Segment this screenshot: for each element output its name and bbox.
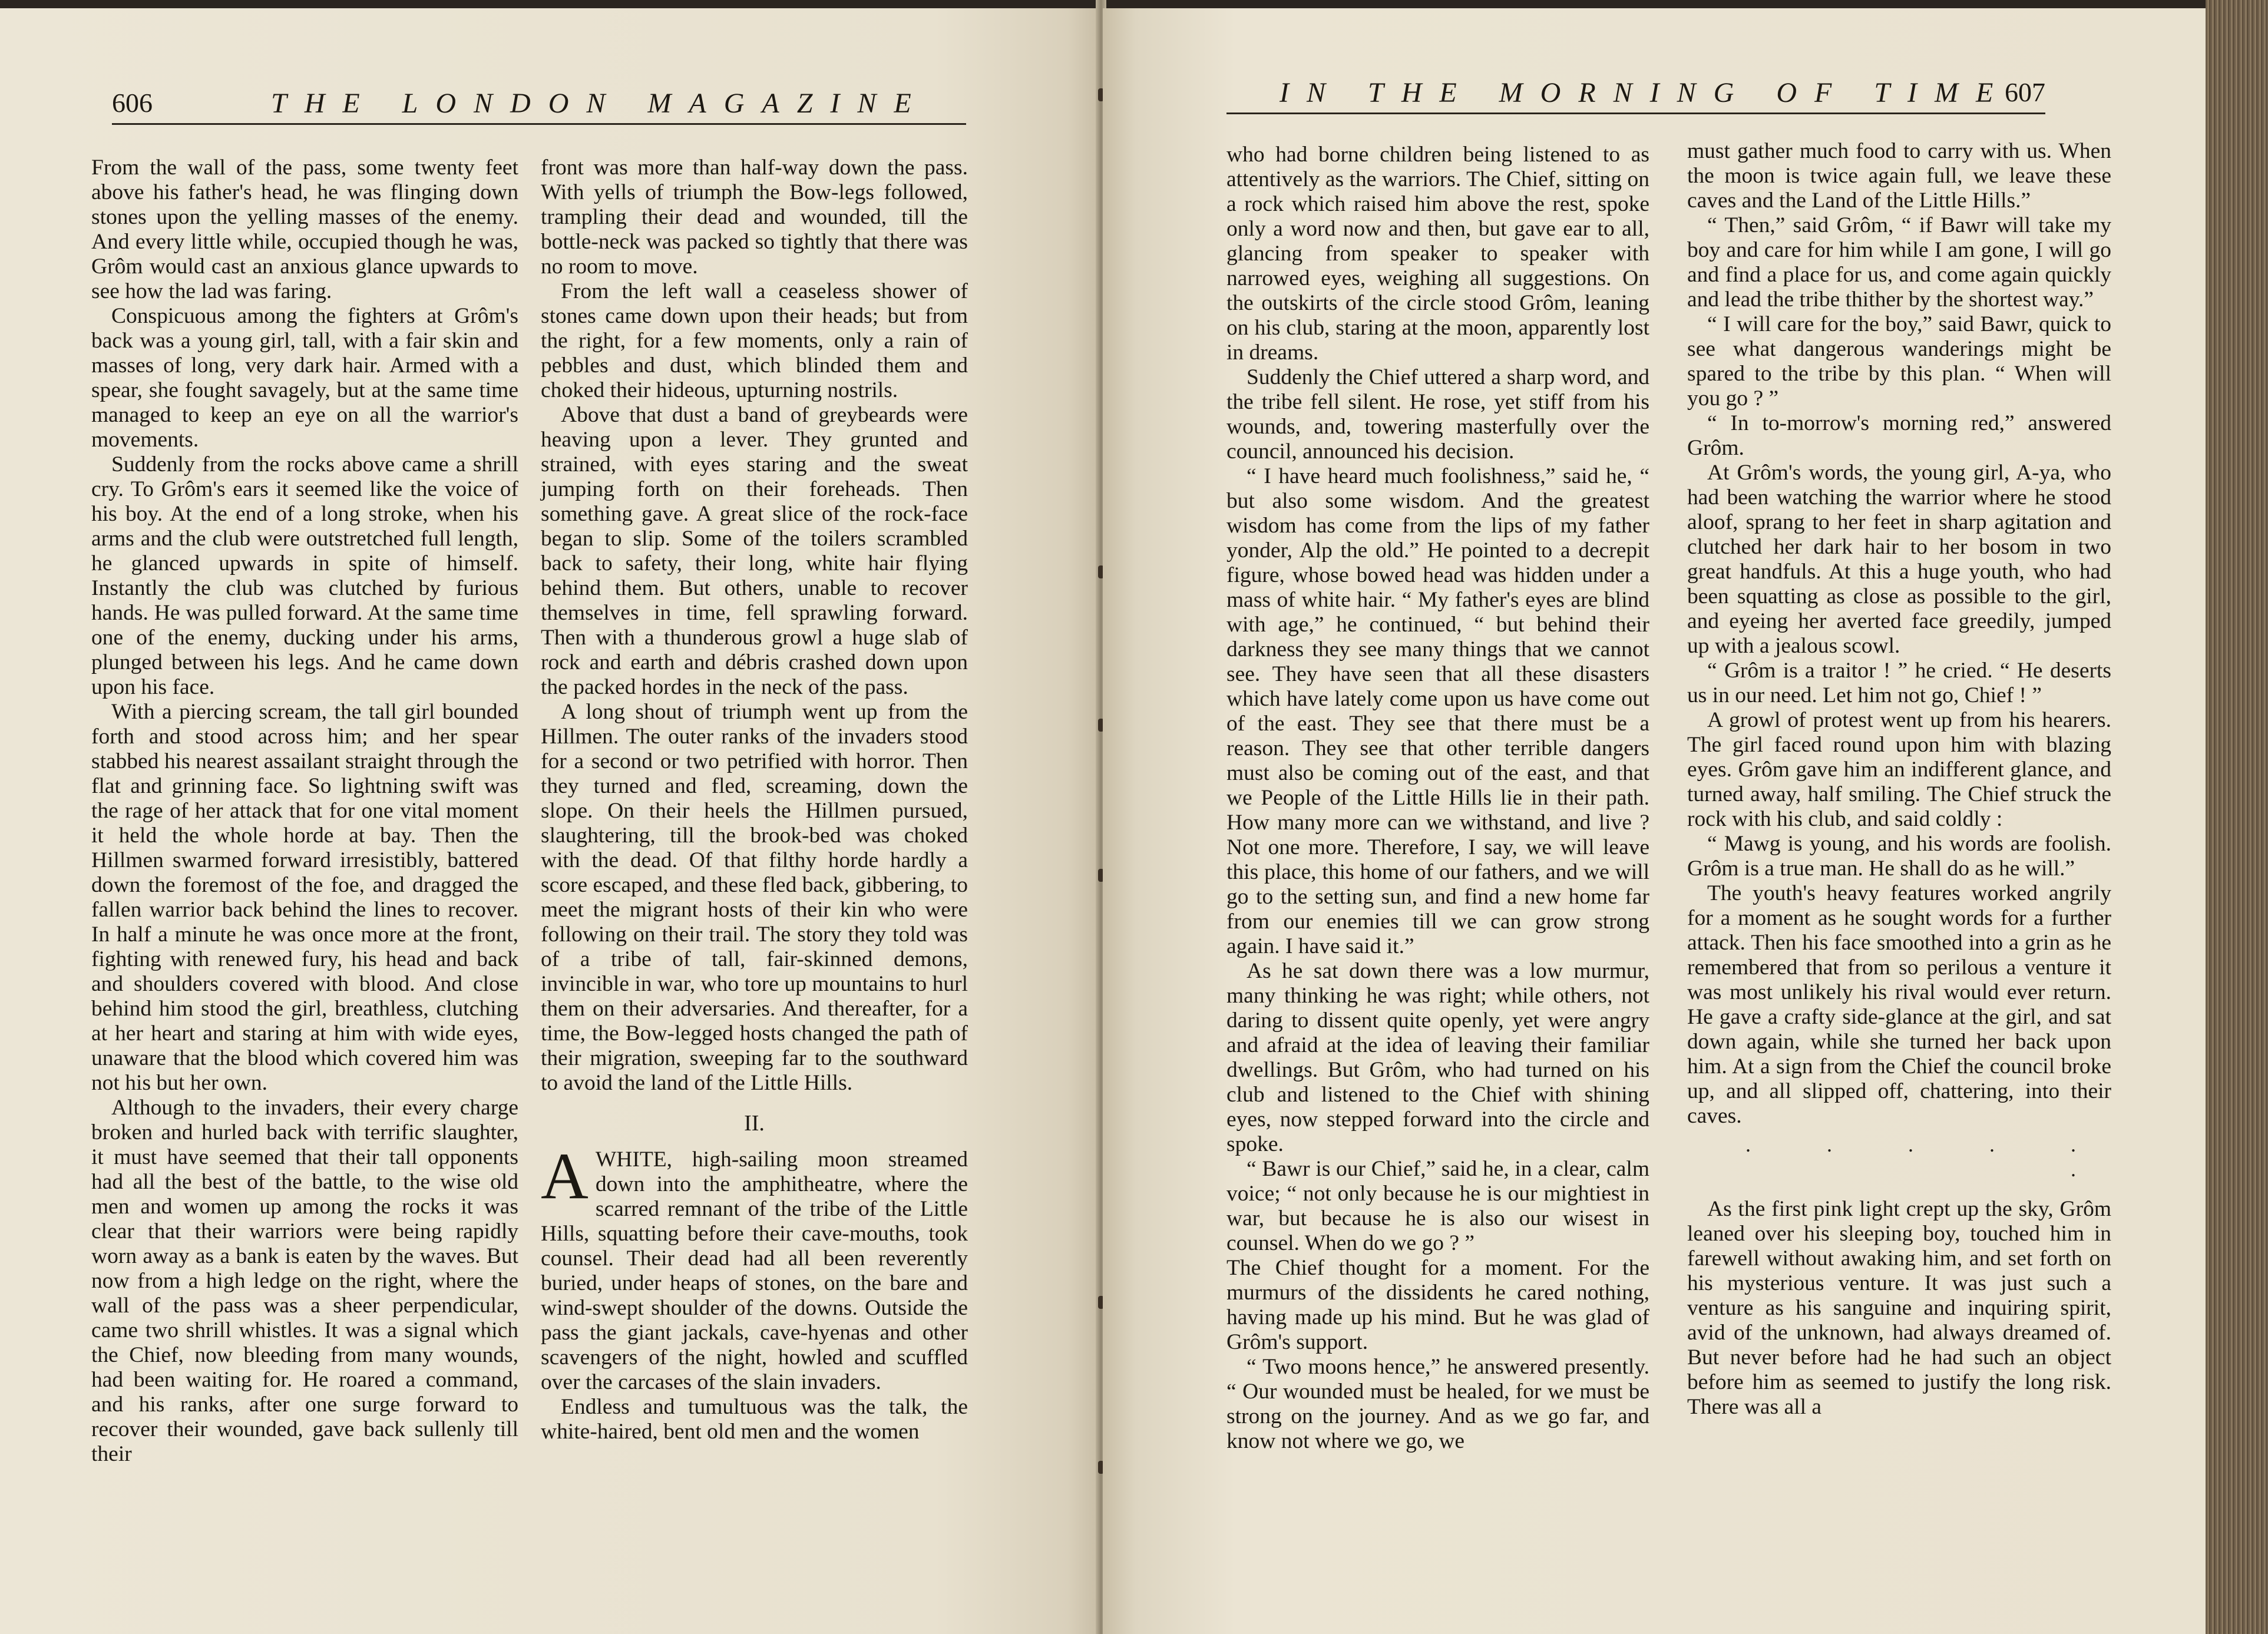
running-head: THE LONDON MAGAZINE (271, 88, 929, 119)
drop-cap: A (541, 1140, 589, 1213)
header-rule (1226, 113, 2045, 114)
paragraph: Above that dust a band of greybeards were heaving upon a lever. They grunted and strained, with eyes staring and the sweat jumping forth on their foreheads. Then something gave. A great slice of the rock-face began to slip. Some of the toilers scrambled back to safety, their long, white hair flying behind them. But others, unable to recover themselves in time, fell sprawling forward. Then with a thunderous growl a huge slab of rock and earth and débris crashed down upon the packed hordes in the neck of the pass. (541, 403, 968, 699)
paragraph: “ Two moons hence,” he answered presently. “ Our wounded must be healed, for we must be strong on the journey. And as we go far, and know not where we go, we (1226, 1355, 1649, 1453)
right-page (1103, 8, 2206, 1634)
paragraph: A growl of protest went up from his hearers. The girl faced round upon him with blazing eyes. Grôm gave him an indifferent glance, and turned away, half smiling. The Chief struck the rock with his club, and said coldly : (1687, 708, 2111, 831)
paragraph: “ Mawg is young, and his words are foolish. Grôm is a true man. He shall do as he will.” (1687, 832, 2111, 881)
right-page-header (1226, 73, 2045, 114)
left-column-1 (91, 156, 518, 1467)
paragraph: Suddenly the Chief uttered a sharp word, and the tribe fell silent. He rose, yet stiff from his wounds, and, towering masterfully over the council, announced his decision. (1226, 365, 1649, 464)
paragraph: “ Bawr is our Chief,” said he, in a clear, calm voice; “ not only because he is our mightiest in war, but because he is also our wisest in counsel. When do we go ? ” (1226, 1157, 1649, 1255)
paragraph: A long shout of triumph went up from the Hillmen. The outer ranks of the invaders stood for a second or two petrified with horror. Then they turned and fled, screaming, down the slope. On their heels the Hillmen pursued, slaughtering, till the brook-bed was choked with the dead. Of that filthy horde hardly a score escaped, and these fled back, gibbering, to meet the migrant hosts of their kin who were following on their trail. The story they told was of a tribe of tall, fair-skinned demons, invincible in war, who tore up mountains to hurl them on their adversaries. And thereafter, for a time, the Bow-legged hosts changed the path of their migration, sweeping far to the southward to avoid the land of the Little Hills. (541, 700, 968, 1095)
paragraph: The youth's heavy features worked angrily for a moment as he sought words for a further attack. Then his face smoothed into a grin as he remembered that from so perilous a venture it was most unlikely his rival would ever return. He gave a crafty side-glance at the girl, and sat down again, while she turned her back upon him. At a sign from the Chief the council broke up, and all slipped off, chattering, into their caves. (1687, 881, 2111, 1128)
paragraph: Suddenly from the rocks above came a shrill cry. To Grôm's ears it seemed like the voice of his boy. At the end of a long stroke, when his arms and the club were outstretched full length, he glanced upwards in spite of himself. Instantly the club was clutched by furious hands. He was pulled forward. At the same time one of the enemy, ducking under his arms, plunged between his legs. And he came down upon his face. (91, 452, 518, 699)
paragraph: “ Grôm is a traitor ! ” he cried. “ He deserts us in our need. Let him not go, Chief ! ” (1687, 659, 2111, 707)
left-page-header (112, 84, 966, 125)
right-column-1 (1226, 143, 1649, 1454)
paragraph: At Grôm's words, the young girl, A-ya, who had been watching the warrior where he stood aloof, sprang to her feet in sharp agitation and clutched her dark hair to her bosom in two great handfuls. At this a huge youth, who had been squatting as close as possible to the girl, and eyeing her averted face greedily, jumped up with a jealous scowl. (1687, 461, 2111, 658)
book-page-edges (2206, 0, 2268, 1634)
page-number: 606 (112, 88, 153, 118)
paragraph: “ Then,” said Grôm, “ if Bawr will take my boy and care for him while I am gone, I will go and find a place for us, and come again quickly and lead the tribe thither by the shortest way.” (1687, 213, 2111, 312)
paragraph: “ In to-morrow's morning red,” answered Grôm. (1687, 411, 2111, 460)
paragraph: With a piercing scream, the tall girl bounded forth and stood across him; and her spear stabbed his nearest assailant straight through the flat and grinning face. So lightning swift was the rage of her attack that for one vital moment it held the whole horde at bay. Then the Hillmen swarmed forward irresistibly, battered down the foremost of the foe, and dragged the fallen warrior back behind the lines to recover. In half a minute he was once more at the front, fighting with renewed fury, his head and back and shoulders covered with blood. And close behind him stood the girl, breathless, clutching at her heart and staring at him with wide eyes, unaware that the blood which covered him was not his but her own. (91, 700, 518, 1095)
paragraph-dropcap (541, 1140, 968, 1395)
paragraph: Conspicuous among the fighters at Grôm's back was a young girl, tall, with a fair skin and masses of long, very dark hair. Armed with a spear, she fought savagely, but at the same time managed to keep an eye on all the warrior's movements. (91, 304, 518, 452)
paragraph: Endless and tumultuous was the talk, the white-haired, bent old men and the women (541, 1395, 968, 1444)
paragraph: From the left wall a ceaseless shower of stones came down upon their heads; but from the right, for a few moments, only a rain of pebbles and dust, which blinded them and choked their hideous, upturning nostrils. (541, 279, 968, 402)
paragraph: front was more than half-way down the pass. With yells of triumph the Bow-legs followed, trampling their dead and wounded, till the bottle-neck was packed so tightly that there was no room to move. (541, 156, 968, 279)
running-head: IN THE MORNING OF TIME (1280, 77, 2011, 108)
paragraph: From the wall of the pass, some twenty feet above his father's head, he was flinging down stones upon the yelling masses of the enemy. And every little while, occupied though he was, Grôm would cast an anxious glance upwards to see how the lad was faring. (91, 156, 518, 303)
right-column-2 (1687, 139, 2111, 1420)
left-page (0, 8, 1100, 1634)
section-number: II. (744, 1111, 765, 1136)
paragraph: As the first pink light crept up the sky, Grôm leaned over his sleeping boy, touched him in farewell without awaking him, and set forth on his mysterious venture. It was just such a venture as his sanguine and inquiring spirit, avid of the unknown, had always dreamed of. But never before had he had such an object before him as seemed to justify the long risk. There was all a (1687, 1197, 2111, 1419)
section-break: . . . . . . (1745, 1133, 2111, 1181)
dropcap-text: WHITE, high-sailing moon streamed down into the amphitheatre, where the scarred remnant of the tribe of the Little Hills, squatting before their cave-mouths, took counsel. Their dead had all been reverently buried, under heaps of stones, on the bare and wind-swept shoulder of the downs. Outside the pass the giant jackals, cave-hyenas and other scavengers of the night, howled and scuffled over the carcases of the slain invaders. (541, 1147, 968, 1394)
paragraph: “ I will care for the boy,” said Bawr, quick to see what dangerous wanderings might be spared to the tribe by this plan. “ When will you go ? ” (1687, 312, 2111, 411)
paragraph: Although to the invaders, their every charge broken and hurled back with terrific slaughter, it must have seemed that their tall opponents had all the best of the battle, to the wise old men and women up among the rocks it was clear that their warriors were being rapidly worn away as a bank is eaten by the waves. But now from a high ledge on the right, where the wall of the pass was a sheer perpendicular, came two shrill whistles. It was a signal which the Chief, now bleeding from many wounds, had been waiting for. He roared a command, and his ranks, after one surge forward to recover their wounded, gave back sullenly till their (91, 1096, 518, 1466)
left-column-2 (541, 156, 968, 1444)
paragraph: The Chief thought for a moment. For the murmurs of the dissidents he cared nothing, having made up his mind. But he was glad of Grôm's support. (1226, 1256, 1649, 1354)
paragraph: “ I have heard much foolishness,” said he, “ but also some wisdom. And the greatest wisdom has come from the lips of my father yonder, Alp the old.” He pointed to a decrepit figure, whose bowed head was hidden under a mass of white hair. “ My father's eyes are blind with age,” he continued, “ but behind their darkness they see many things that we cannot see. They have seen that all these disasters which have lately come upon us have come out of the east. They see that there must be a reason. They see that other terrible dangers must also be coming out of the east, and that we People of the Little Hills lie in their path. How many more can we withstand, and live ? Not one more. Therefore, I say, we will leave this place, this home of our fathers, and we will go to the setting sun, and find a new home far from our enemies till we can grow strong again. I have said it.” (1226, 464, 1649, 958)
paragraph: must gather much food to carry with us. When the moon is twice again full, we leave these caves and the Land of the Little Hills.” (1687, 139, 2111, 213)
header-rule (112, 123, 966, 125)
paragraph: who had borne children being listened to as attentively as the warriors. The Chief, sitting on a rock which raised him above the rest, spoke only a word now and then, but gave ear to all, glancing from speaker to speaker with narrowed eyes, weighing all suggestions. On the outskirts of the circle stood Grôm, leaning on his club, staring at the moon, apparently lost in dreams. (1226, 143, 1649, 365)
paragraph: As he sat down there was a low murmur, many thinking he was right; while others, not daring to dissent quite openly, yet were angry and afraid at the idea of leaving their familiar dwellings. But Grôm, who had turned on his club and listened to the Chief with shining eyes, now stepped forward into the circle and spoke. (1226, 959, 1649, 1156)
page-number: 607 (2005, 77, 2045, 107)
